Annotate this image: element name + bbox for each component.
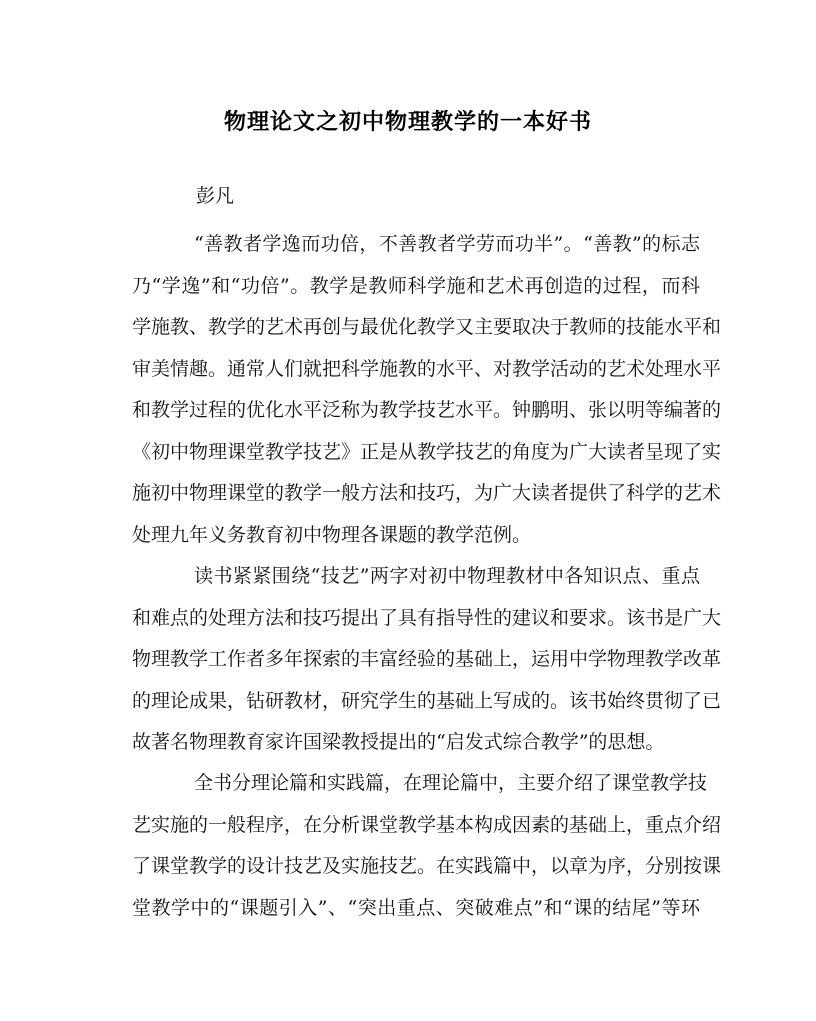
author-name: 彭凡 <box>196 185 235 207</box>
paragraph-line: 学施教、教学的艺术再创与最优化教学又主要取决于教师的技能水平和 <box>132 316 722 338</box>
paragraph-line: 堂教学中的“课题引入”、“突出重点、突破难点”和“课的结尾”等环 <box>132 896 700 919</box>
paragraph-line: 和难点的处理方法和技巧提出了具有指导性的建议和要求。该书是广大 <box>132 606 722 629</box>
paragraph-1 <box>132 224 722 556</box>
paragraph-line: 乃“学逸”和“功倍”。教学是教师科学施和艺术再创造的过程，而科 <box>132 274 700 297</box>
paragraph-line: 处理九年义务教育初中物理各课题的教学范例。 <box>132 523 532 546</box>
paragraph-line: 故著名物理教育家许国梁教授提出的“启发式综合教学”的思想。 <box>132 731 665 753</box>
paragraph-line: 了课堂教学的设计技艺及实施技艺。在实践篇中，以章为序，分别按课 <box>132 855 722 877</box>
paragraph-line: 施初中物理课堂的教学一般方法和技巧，为广大读者提供了科学的艺术 <box>132 482 722 504</box>
paragraph-line: 物理教学工作者多年探索的丰富经验的基础上，运用中学物理教学改革 <box>132 648 722 670</box>
paragraph-line: 《初中物理课堂教学技艺》正是从教学技艺的角度为广大读者呈现了实 <box>132 440 722 463</box>
paragraph-line: 和教学过程的优化水平泛称为教学技艺水平。钟鹏明、张以明等编著的 <box>132 399 722 421</box>
paragraph-line: “善教者学逸而功倍，不善教者学劳而功半”。“善教”的标志 <box>194 233 700 255</box>
paragraph-line: 全书分理论篇和实践篇，在理论篇中，主要介绍了课堂教学技 <box>194 772 708 794</box>
paragraph-line: 艺实施的一般程序，在分析课堂教学基本构成因素的基础上，重点介绍 <box>132 813 722 836</box>
paragraph-line: 的理论成果，钻研教材，研究学生的基础上写成的。该书始终贯彻了已 <box>132 689 722 712</box>
document-title: 物理论文之初中物理教学的一本好书 <box>223 109 592 135</box>
paragraph-line: 审美情趣。通常人们就把科学施教的水平、对教学活动的艺术处理水平 <box>132 357 722 380</box>
paragraph-2 <box>132 556 722 764</box>
paragraph-3 <box>132 763 722 929</box>
paragraph-line: 读书紧紧围绕“技艺”两字对初中物理教材中各知识点、重点 <box>194 565 700 587</box>
